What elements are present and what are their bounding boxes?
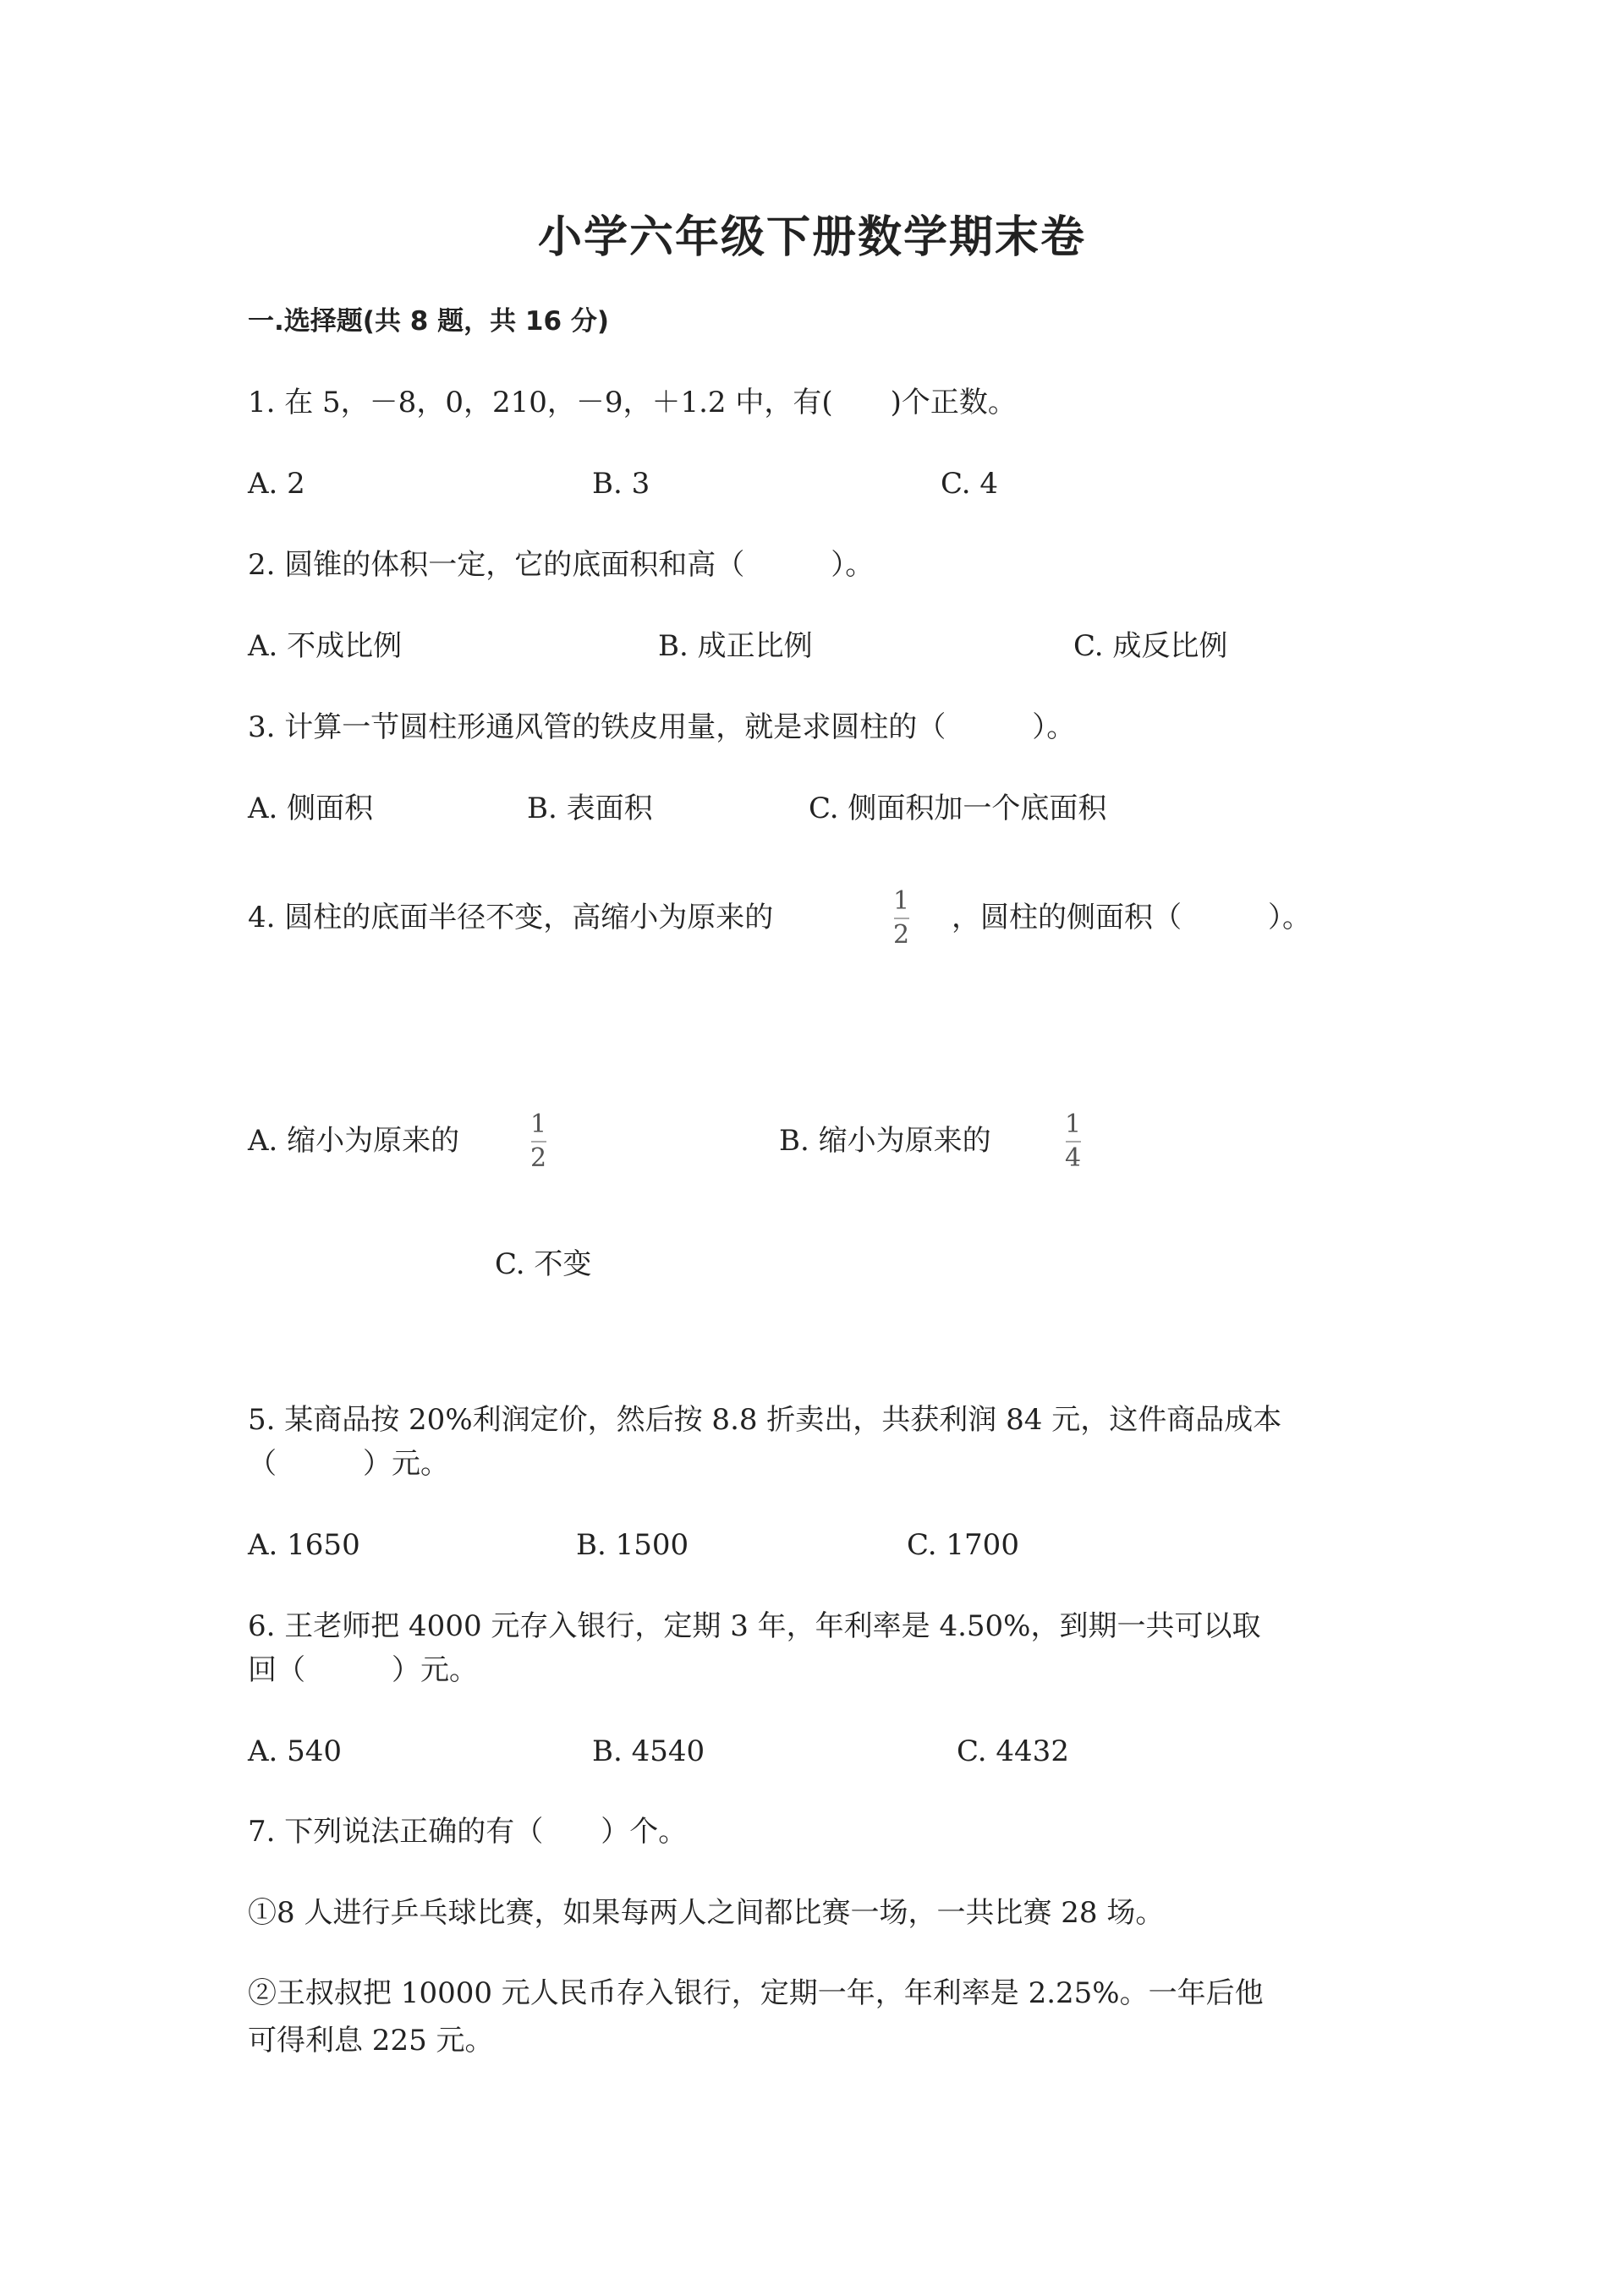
q1-option-a: A. 2 bbox=[248, 467, 305, 501]
q3-option-b: B. 表面积 bbox=[527, 792, 653, 825]
q4-option-a: A. 缩小为原来的 bbox=[248, 1124, 460, 1158]
q2-option-c: C. 成反比例 bbox=[1073, 629, 1228, 663]
question-1: 1. 在 5，－8，0，210，－9，＋1.2 中，有( )个正数。 bbox=[248, 386, 1017, 419]
question-6-line2: 回（ ）元。 bbox=[248, 1653, 478, 1687]
question-6-line1: 6. 王老师把 4000 元存入银行，定期 3 年，年利率是 4.50%，到期一共可以取 bbox=[248, 1609, 1261, 1643]
q6-option-b: B. 4540 bbox=[592, 1734, 705, 1768]
q4-fraction bbox=[893, 888, 909, 949]
fraction-denominator: 2 bbox=[893, 920, 910, 950]
fraction-numerator: 1 bbox=[893, 886, 910, 916]
q5-option-c: C. 1700 bbox=[907, 1528, 1019, 1562]
question-2: 2. 圆锥的体积一定，它的底面积和高（ ）。 bbox=[248, 548, 875, 582]
q1-option-c: C. 4 bbox=[941, 467, 999, 501]
q5-option-b: B. 1500 bbox=[576, 1528, 689, 1562]
q4-option-c: C. 不变 bbox=[495, 1247, 592, 1281]
q4-option-a-fraction bbox=[530, 1111, 546, 1172]
fraction-bar bbox=[1066, 1141, 1081, 1143]
q1-option-b: B. 3 bbox=[592, 467, 650, 501]
q7-statement-2-cont: 可得利息 225 元。 bbox=[248, 2024, 494, 2058]
q7-statement-1: ①8 人进行乒乓球比赛，如果每两人之间都比赛一场，一共比赛 28 场。 bbox=[248, 1896, 1165, 1930]
question-7: 7. 下列说法正确的有（ ）个。 bbox=[248, 1815, 688, 1849]
q6-option-c: C. 4432 bbox=[957, 1734, 1069, 1768]
fraction-bar bbox=[894, 918, 909, 919]
q2-option-a: A. 不成比例 bbox=[248, 629, 403, 663]
q6-option-a: A. 540 bbox=[248, 1734, 343, 1768]
question-5-line1: 5. 某商品按 20%利润定价，然后按 8.8 折卖出，共获利润 84 元，这件商品成本 bbox=[248, 1403, 1282, 1437]
q3-option-a: A. 侧面积 bbox=[248, 792, 374, 825]
q5-option-a: A. 1650 bbox=[248, 1528, 360, 1562]
question-4-end: ，圆柱的侧面积（ ）。 bbox=[952, 901, 1311, 934]
q4-option-b-fraction bbox=[1065, 1111, 1081, 1172]
fraction-bar bbox=[531, 1141, 546, 1143]
fraction-denominator: 2 bbox=[530, 1143, 547, 1173]
q4-option-b: B. 缩小为原来的 bbox=[779, 1124, 991, 1158]
fraction-denominator: 4 bbox=[1065, 1143, 1082, 1173]
q3-option-c: C. 侧面积加一个底面积 bbox=[809, 792, 1107, 825]
q2-option-b: B. 成正比例 bbox=[658, 629, 813, 663]
q7-statement-2: ②王叔叔把 10000 元人民币存入银行，定期一年，年利率是 2.25%。一年后他 bbox=[248, 1976, 1264, 2010]
fraction-numerator: 1 bbox=[1065, 1110, 1082, 1139]
page-title: 小学六年级下册数学期末卷 bbox=[537, 212, 1086, 263]
question-3: 3. 计算一节圆柱形通风管的铁皮用量，就是求圆柱的（ ）。 bbox=[248, 710, 1076, 744]
section-heading: 一.选择题(共 8 题，共 16 分) bbox=[248, 306, 609, 337]
question-5-line2: （ ）元。 bbox=[248, 1447, 449, 1481]
question-4-start: 4. 圆柱的底面半径不变，高缩小为原来的 bbox=[248, 901, 774, 934]
fraction-numerator: 1 bbox=[530, 1110, 547, 1139]
